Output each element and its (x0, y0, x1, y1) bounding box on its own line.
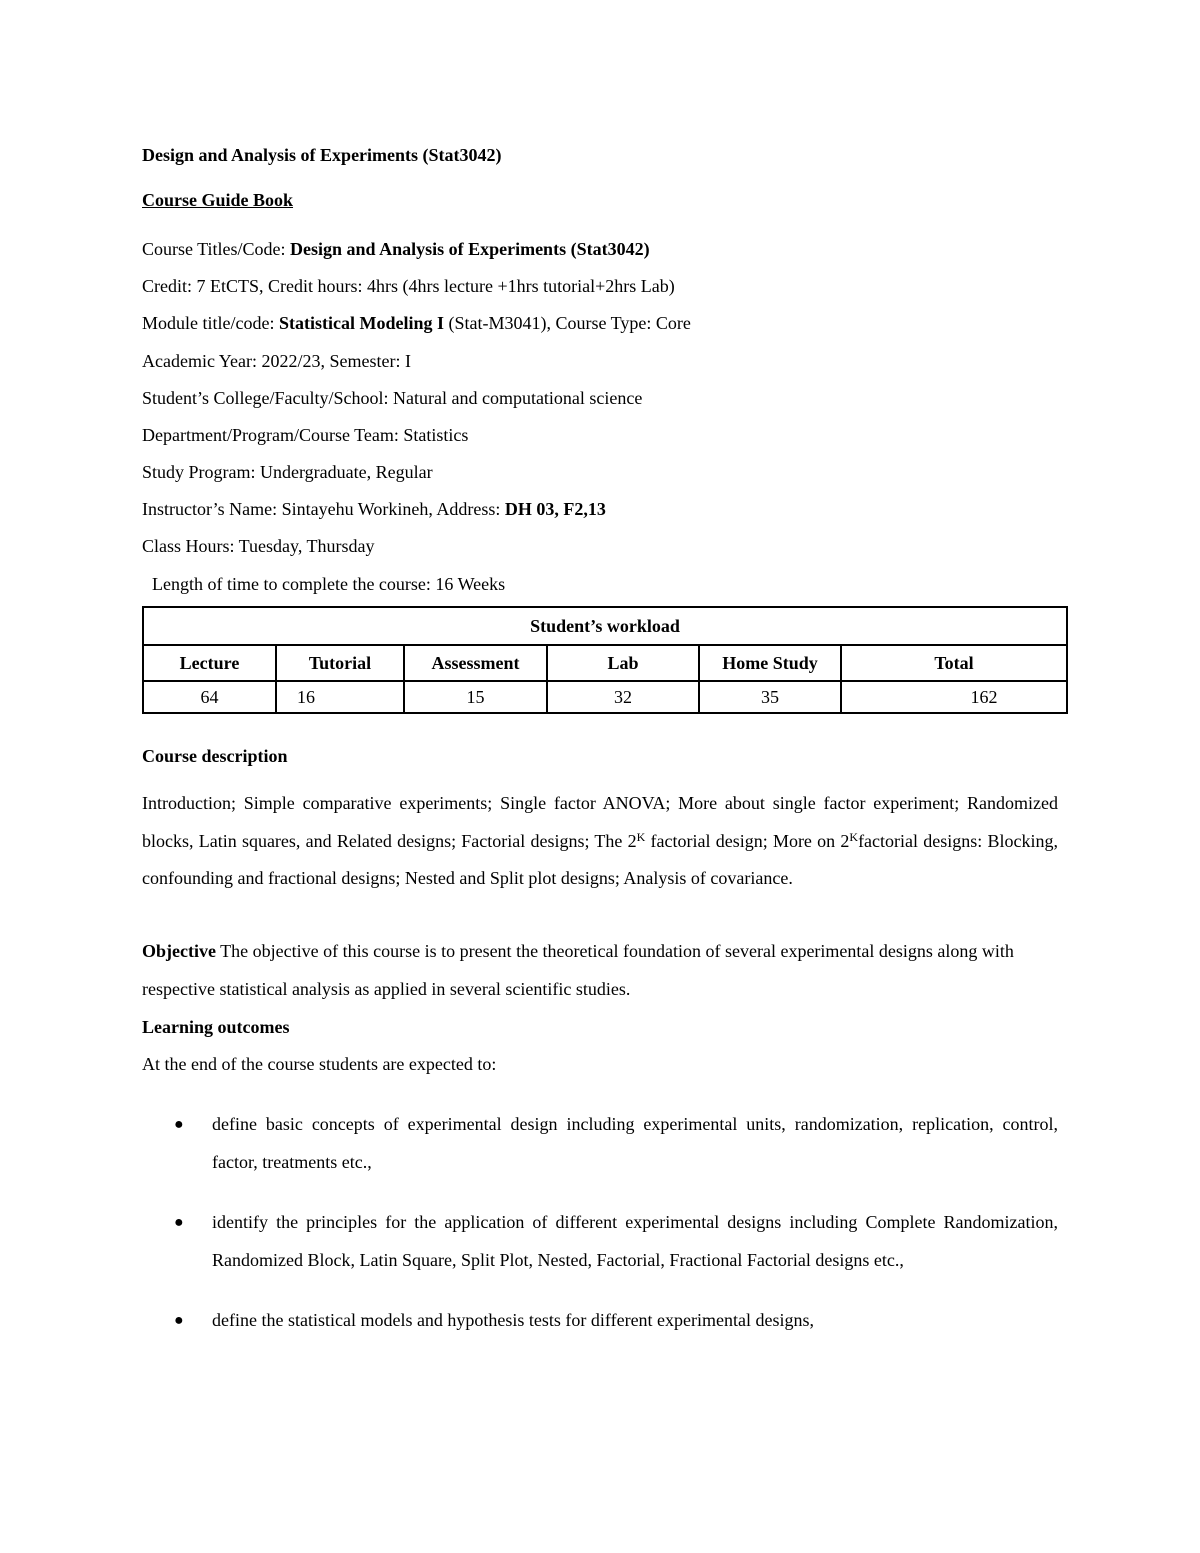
instructor-address: DH 03, F2,13 (504, 499, 606, 519)
department-line: Department/Program/Course Team: Statistics (142, 425, 469, 445)
bullet-icon: ● (174, 1312, 184, 1329)
workload-value-cell: 64 (143, 681, 276, 713)
workload-header-cell: Lab (547, 645, 699, 681)
course-title-line (142, 238, 650, 260)
bullet-icon: ● (174, 1214, 184, 1231)
class-hours-line: Class Hours: Tuesday, Thursday (142, 536, 375, 556)
workload-value-cell: 32 (547, 681, 699, 713)
course-description-part-2: factorial design; More on 2 (645, 830, 850, 851)
list-item (142, 1302, 1058, 1340)
workload-value-cell: 15 (404, 681, 547, 713)
course-description-part-1: Introduction; Simple comparative experiments; Single factor ANOVA; More about single factor experiment; Randomized blocks, Latin squares, and Related designs; Factorial designs; The 2 (142, 793, 1058, 851)
course-description-text (142, 785, 1058, 898)
course-description-part-3: factorial designs: Blocking, confounding and fractional designs; Nested and Split plot designs; Analysis of covariance. (142, 830, 1058, 888)
workload-value-cell: 16 (276, 681, 404, 713)
workload-header-cell: Home Study (699, 645, 841, 681)
workload-caption-row (143, 607, 1067, 645)
study-program-line: Study Program: Undergraduate, Regular (142, 462, 433, 482)
workload-header-cell: Total (841, 645, 1067, 681)
workload-table (142, 606, 1068, 714)
document-subtitle: Course Guide Book (142, 190, 294, 210)
list-item-text: define basic concepts of experimental design including experimental units, randomization, replication, control, factor, treatments etc., (212, 1114, 1058, 1172)
learning-outcomes-list (142, 1106, 1058, 1363)
objective-text: The objective of this course is to present the theoretical foundation of several experimental designs along with respective statistical analysis as applied in several scientific studies. (142, 941, 1014, 999)
list-item (142, 1204, 1058, 1279)
document-title: Design and Analysis of Experiments (Stat3042) (142, 145, 502, 165)
course-code: (Stat3042) (566, 239, 650, 259)
course-title-value: Design and Analysis of Experiments (290, 239, 567, 259)
module-line (142, 312, 691, 334)
instructor-label: Instructor’s Name: Sintayehu Workineh, Address: (142, 499, 505, 519)
module-label: Module title/code: (142, 313, 279, 333)
instructor-line (142, 498, 606, 520)
college-line: Student’s College/Faculty/School: Natural and computational science (142, 388, 643, 408)
credit-line: Credit: 7 EtCTS, Credit hours: 4hrs (4hrs lecture +1hrs tutorial+2hrs Lab) (142, 276, 675, 296)
workload-header-cell: Assessment (404, 645, 547, 681)
workload-value-cell: 35 (699, 681, 841, 713)
learning-outcomes-intro: At the end of the course students are expected to: (142, 1054, 497, 1074)
workload-header-cell: Tutorial (276, 645, 404, 681)
module-value: Statistical Modeling I (278, 313, 444, 333)
course-title-label: Course Titles/Code: (142, 239, 291, 259)
workload-header-cell: Lecture (143, 645, 276, 681)
workload-value-cell: 162 (841, 681, 1067, 713)
academic-year-line: Academic Year: 2022/23, Semester: I (142, 351, 411, 371)
module-rest: (Stat-M3041), Course Type: Core (443, 313, 691, 333)
objective-paragraph (142, 933, 1058, 1008)
workload-header-row (143, 645, 1067, 681)
list-item-text: identify the principles for the application of different experimental designs including Complete Randomization, Randomized Block, Latin Square, Split Plot, Nested, Factorial, Fractional Factorial designs etc., (212, 1212, 1058, 1270)
list-item-text: define the statistical models and hypothesis tests for different experimental designs, (212, 1310, 815, 1330)
bullet-icon: ● (174, 1116, 184, 1133)
superscript-k: K (636, 829, 646, 844)
workload-caption: Student’s workload (143, 607, 1067, 645)
workload-value-row (143, 681, 1067, 713)
superscript-k: K (849, 829, 859, 844)
course-length-line: Length of time to complete the course: 16 Weeks (152, 574, 506, 594)
list-item (142, 1106, 1058, 1181)
learning-outcomes-heading: Learning outcomes (142, 1017, 290, 1037)
objective-label: Objective (142, 941, 216, 961)
course-description-heading: Course description (142, 746, 288, 766)
